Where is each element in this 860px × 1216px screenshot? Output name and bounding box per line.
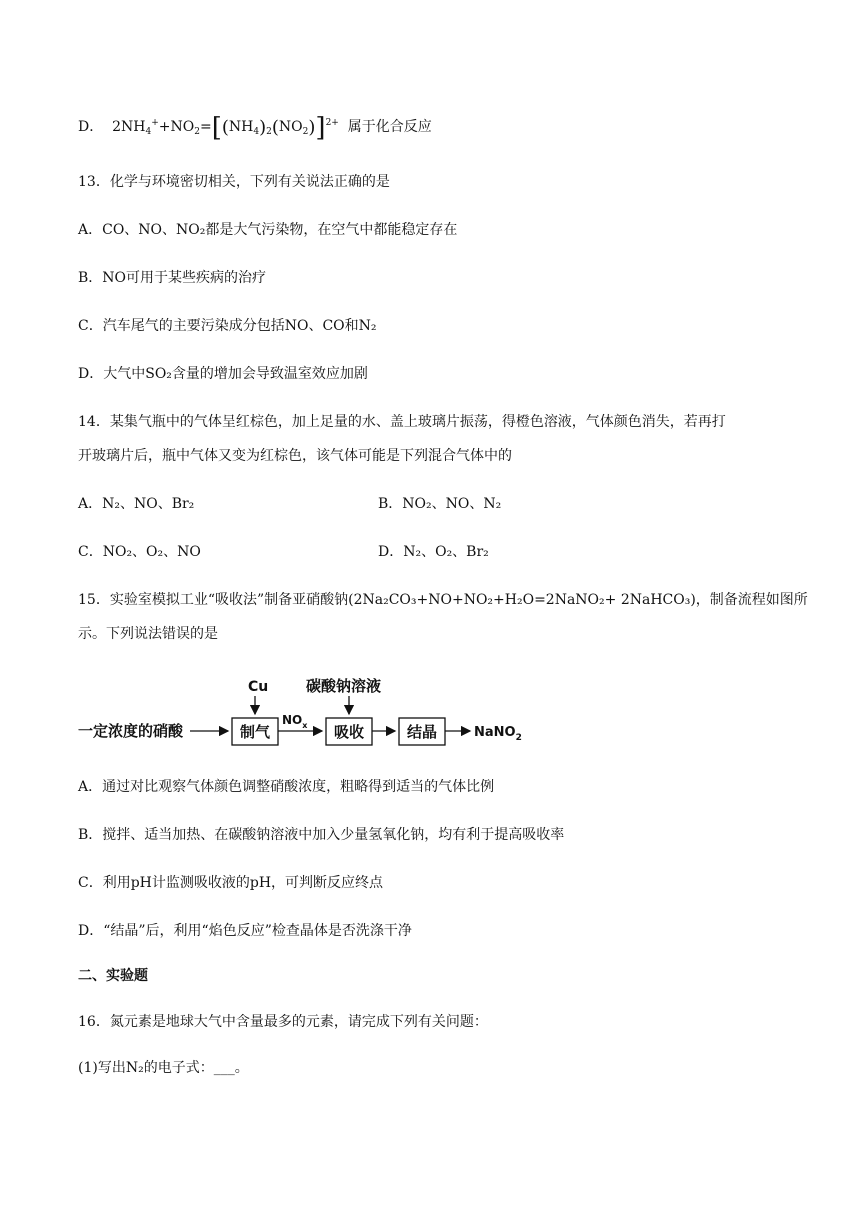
flow-product-label: NaNO$_2$ [474,725,522,743]
flow-box-zhiqi-label: 制气 [240,723,271,741]
q15-option-a: A．通过对比观察气体颜色调整硝酸浓度，粗略得到适当的气体比例 [78,779,495,795]
q15-flow-diagram [78,674,538,754]
q13-option-c: C．汽车尾气的主要污染成分包括NO、CO和N₂ [78,318,377,334]
q15-option-d: D．“结晶”后，利用“焰色反应”检查晶体是否洗涤干净 [78,923,412,939]
flow-cu-label: Cu [248,679,269,695]
q14-stem-line1: 14．某集气瓶中的气体呈红棕色，加上足量的水、盖上玻璃片振荡，得橙色溶液，气体颜色消失，若再打 [78,414,726,430]
q13-option-a: A．CO、NO、NO₂都是大气污染物，在空气中都能稳定存在 [78,222,458,238]
q15-stem-line2: 示。下列说法错误的是 [78,626,218,642]
q12-option-d [78,113,432,143]
option-label: D． [78,119,104,135]
equation-tail: 属于化合反应 [347,119,432,135]
q13-option-d: D．大气中SO₂含量的增加会导致温室效应加剧 [78,366,368,382]
flow-nox-label: $NO_x$ [282,713,308,730]
q14-option-c: C．NO₂、O₂、NO [78,544,201,560]
q15-option-b: B．搅拌、适当加热、在碳酸钠溶液中加入少量氢氧化钠，均有利于提高吸收率 [78,827,565,843]
flow-na2co3-label: 碳酸钠溶液 [306,677,382,695]
flow-box-xishou-label: 吸收 [334,723,365,741]
flow-box-jiejing-label: 结晶 [407,723,438,741]
q14-option-b: B．NO₂、NO、N₂ [378,496,502,512]
section-title: 二、实验题 [78,968,148,984]
q14-option-d: D．N₂、O₂、Br₂ [378,544,489,560]
q15-stem-line1: 15．实验室模拟工业“吸收法”制备亚硝酸钠(2Na₂CO₃+NO+NO₂+H₂O=2NaNO₂+ 2NaHCO₃)，制备流程如图所 [78,592,808,608]
q13-stem: 13．化学与环境密切相关，下列有关说法正确的是 [78,174,390,190]
equation: $2NH_4^++NO_2=[(NH_4)_2(NO_2)]^{2+}$ [107,113,339,143]
q14-stem-line2: 开玻璃片后，瓶中气体又变为红棕色，该气体可能是下列混合气体中的 [78,448,512,464]
q14-option-a: A．N₂、NO、Br₂ [78,496,195,512]
q15-option-c: C．利用pH计监测吸收液的pH，可判断反应终点 [78,875,384,891]
q16-stem: 16．氮元素是地球大气中含量最多的元素，请完成下列有关问题： [78,1014,488,1030]
q13-option-b: B．NO可用于某些疾病的治疗 [78,270,267,286]
flow-start-label: 一定浓度的硝酸 [78,722,184,740]
q16-part1: (1)写出N₂的电子式：___。 [78,1060,249,1076]
